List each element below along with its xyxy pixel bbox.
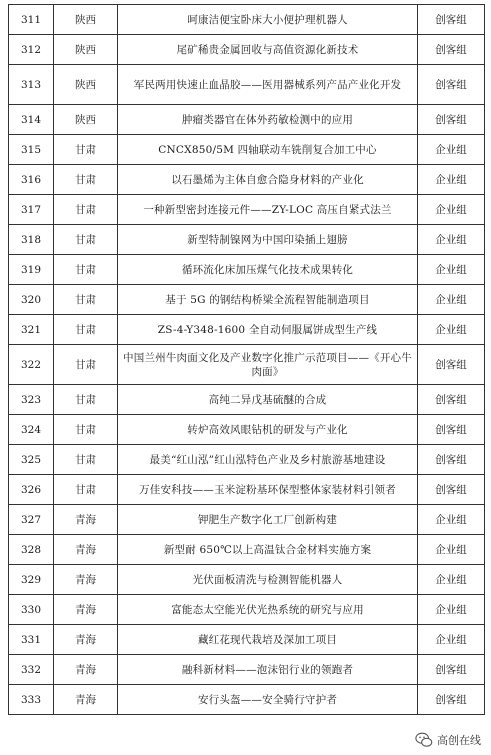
table-row [9,315,485,345]
row-number: 316 [9,165,54,195]
table-row [9,625,485,655]
table-row [9,105,485,135]
wechat-icon [415,731,433,749]
table-row [9,165,485,195]
province-cell: 甘肃 [54,345,118,385]
category-cell: 创客组 [418,415,485,445]
project-name-cell: 循环流化床加压煤气化技术成果转化 [118,255,418,285]
category-cell: 创客组 [418,105,485,135]
province-cell: 甘肃 [54,285,118,315]
row-number: 331 [9,625,54,655]
row-number: 313 [9,65,54,105]
project-name-cell: 军民两用快速止血晶胶——医用器械系列产品产业化开发 [118,65,418,105]
category-cell: 企业组 [418,565,485,595]
project-name-cell: 钾肥生产数字化工厂创新构建 [118,505,418,535]
province-cell: 青海 [54,505,118,535]
project-name-cell: 新型耐 650℃以上高温钛合金材料实施方案 [118,535,418,565]
project-name-cell: 中国兰州牛肉面文化及产业数字化推广示范项目——《开心牛肉面》 [118,345,418,385]
province-cell: 陕西 [54,35,118,65]
province-cell: 甘肃 [54,475,118,505]
province-cell: 甘肃 [54,135,118,165]
row-number: 333 [9,685,54,715]
row-number: 311 [9,5,54,35]
project-name-cell: ZS-4-Y348-1600 全自动伺服属饼成型生产线 [118,315,418,345]
row-number: 329 [9,565,54,595]
project-name-cell: 光伏面板清洗与检测智能机器人 [118,565,418,595]
province-cell: 青海 [54,655,118,685]
project-name-cell: 安行头盔——安全骑行守护者 [118,685,418,715]
table-row [9,195,485,225]
province-cell: 甘肃 [54,385,118,415]
row-number: 330 [9,595,54,625]
category-cell: 企业组 [418,195,485,225]
province-cell: 甘肃 [54,165,118,195]
category-cell: 企业组 [418,595,485,625]
project-name-cell: 最美“红山泓”红山泓特色产业及乡村旅游基地建设 [118,445,418,475]
category-cell: 企业组 [418,135,485,165]
table-body [9,5,485,715]
table-row [9,5,485,35]
category-cell: 企业组 [418,625,485,655]
province-cell: 青海 [54,625,118,655]
row-number: 324 [9,415,54,445]
province-cell: 陕西 [54,105,118,135]
province-cell: 青海 [54,565,118,595]
province-cell: 陕西 [54,5,118,35]
table-row [9,385,485,415]
province-cell: 甘肃 [54,415,118,445]
row-number: 315 [9,135,54,165]
row-number: 328 [9,535,54,565]
table-row [9,505,485,535]
category-cell: 创客组 [418,35,485,65]
category-cell: 企业组 [418,285,485,315]
province-cell: 青海 [54,535,118,565]
row-number: 319 [9,255,54,285]
table-row [9,535,485,565]
table-row [9,285,485,315]
project-name-cell: 新型特制镍网为中国印染插上翅膀 [118,225,418,255]
table-row [9,255,485,285]
table-row [9,475,485,505]
row-number: 312 [9,35,54,65]
watermark [415,729,481,751]
row-number: 332 [9,655,54,685]
category-cell: 创客组 [418,445,485,475]
project-name-cell: 高纯二异戊基硫醚的合成 [118,385,418,415]
category-cell: 创客组 [418,65,485,105]
category-cell: 企业组 [418,535,485,565]
category-cell: 创客组 [418,385,485,415]
table-row [9,685,485,715]
row-number: 321 [9,315,54,345]
category-cell: 企业组 [418,505,485,535]
province-cell: 甘肃 [54,445,118,475]
table-row [9,225,485,255]
category-cell: 创客组 [418,685,485,715]
table-row [9,35,485,65]
project-name-cell: 转炉高效风眼钻机的研发与产业化 [118,415,418,445]
province-cell: 青海 [54,685,118,715]
category-cell: 企业组 [418,165,485,195]
category-cell: 企业组 [418,225,485,255]
row-number: 314 [9,105,54,135]
project-name-cell: 基于 5G 的钢结构桥梁全流程智能制造项目 [118,285,418,315]
row-number: 318 [9,225,54,255]
table-row [9,595,485,625]
project-name-cell: 尾矿稀贵金属回收与高值资源化新技术 [118,35,418,65]
project-name-cell: CNCX850/5M 四轴联动车铣削复合加工中心 [118,135,418,165]
category-cell: 创客组 [418,5,485,35]
table-row [9,415,485,445]
table-row [9,655,485,685]
project-name-cell: 呵康洁便宝卧床大小便护理机器人 [118,5,418,35]
project-name-cell: 以石墨烯为主体自愈合隐身材料的产业化 [118,165,418,195]
row-number: 327 [9,505,54,535]
row-number: 323 [9,385,54,415]
row-number: 317 [9,195,54,225]
table-row [9,345,485,385]
table-row [9,135,485,165]
category-cell: 企业组 [418,255,485,285]
project-name-cell: 富能态太空能光伏光热系统的研究与应用 [118,595,418,625]
row-number: 326 [9,475,54,505]
project-name-cell: 一种新型密封连接元件——ZY-LOC 高压自紧式法兰 [118,195,418,225]
project-name-cell: 藏红花现代栽培及深加工项目 [118,625,418,655]
table-row [9,65,485,105]
province-cell: 甘肃 [54,315,118,345]
table-row [9,565,485,595]
table-row [9,445,485,475]
province-cell: 甘肃 [54,225,118,255]
category-cell: 创客组 [418,475,485,505]
province-cell: 陕西 [54,65,118,105]
province-cell: 青海 [54,595,118,625]
province-cell: 甘肃 [54,195,118,225]
watermark-text: 高创在线 [437,734,481,747]
row-number: 325 [9,445,54,475]
category-cell: 创客组 [418,345,485,385]
row-number: 322 [9,345,54,385]
category-cell: 创客组 [418,655,485,685]
project-name-cell: 融科新材料——泡沫铝行业的领跑者 [118,655,418,685]
project-name-cell: 肿瘤类器官在体外药敏检测中的应用 [118,105,418,135]
row-number: 320 [9,285,54,315]
category-cell: 企业组 [418,315,485,345]
province-cell: 甘肃 [54,255,118,285]
project-table [8,4,485,715]
project-name-cell: 万佳安科技——玉米淀粉基环保型整体家装材料引领者 [118,475,418,505]
